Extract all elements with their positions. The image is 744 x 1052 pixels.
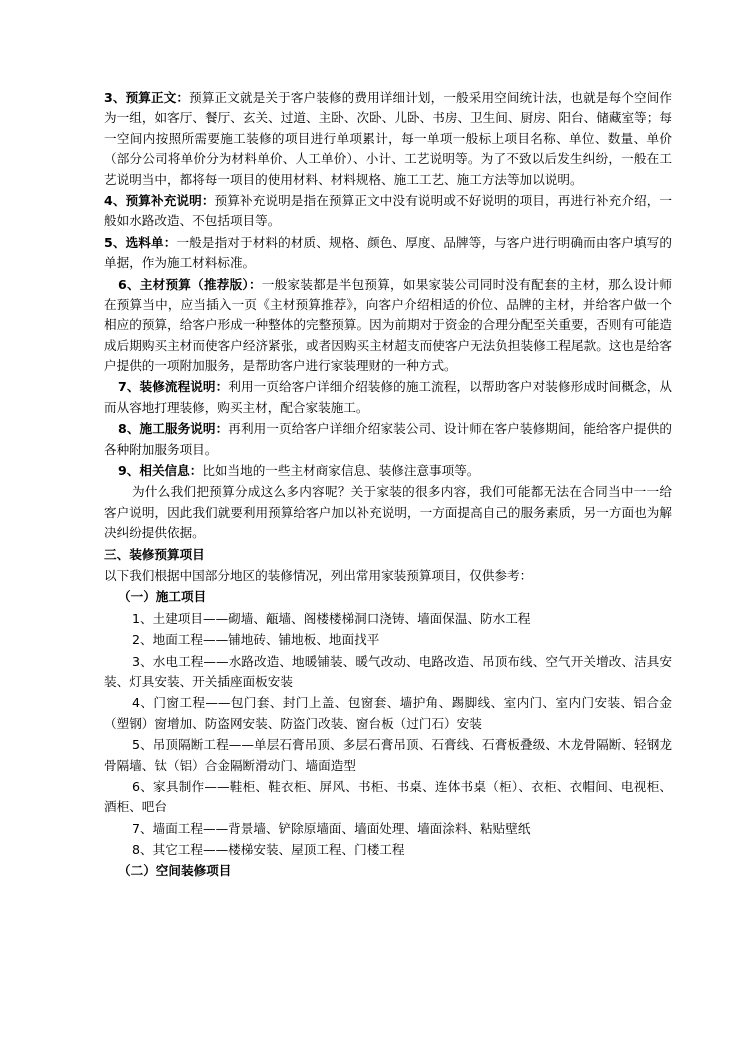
heading-text: （一）施工项目 (118, 589, 207, 605)
paragraph-label: 8、施工服务说明： (118, 421, 229, 437)
document-body (104, 88, 672, 882)
section-heading-budget-items (104, 545, 672, 565)
paragraph-text: 利用一页给客户详细介绍装修的施工流程，以帮助客户对装修形成时间概念，从而从容地打理装修，购买主材，配合家装施工。 (104, 379, 673, 415)
paragraph-text: 为什么我们把预算分成这么多内容呢？关于家装的很多内容，我们可能都无法在合同当中一一给客户说明，因此我们就要利用预算给客户加以补充说明，一方面提高自己的服务素质，另一方面也为解决纠纷提供依据。 (104, 484, 672, 541)
list-item-text: 5、吊顶隔断工程——单层石膏吊顶、多层石膏吊顶、石膏线、石膏板叠级、木龙骨隔断、轻钢龙骨隔墙、钛（铝）合金隔断滑动门、墙面造型 (104, 737, 672, 773)
list-item-text: 2、地面工程——铺地砖、铺地板、地面找平 (132, 632, 380, 648)
paragraph-main-material-budget (104, 275, 672, 377)
list-item (104, 819, 672, 839)
subsection-heading-space-items (104, 861, 672, 881)
list-item-text: 3、水电工程——水路改造、地暖铺装、暖气改动、电路改造、吊顶布线、空气开关增改、洁具安装、灯具安装、开关插座面板安装 (104, 653, 672, 689)
paragraph-label: 4、预算补充说明： (104, 192, 215, 208)
list-item-text: 6、家具制作——鞋柜、鞋衣柜、屏风、书柜、书桌、连体书桌（柜）、衣柜、衣帽间、电视柜、酒柜、吧台 (104, 778, 672, 815)
paragraph-text: 以下我们根据中国部分地区的装修情况，列出常用家装预算项目，仅供参考： (104, 567, 533, 583)
list-item (104, 609, 672, 629)
paragraph-label: 6、主材预算（推荐版）： (118, 276, 262, 292)
paragraph-text: 一般是指对于材料的材质、规格、颜色、厚度、品牌等，与客户进行明确而由客户填写的单据，作为施工材料标准。 (104, 234, 673, 271)
paragraph-label: 5、选料单： (104, 234, 177, 250)
paragraph-text: 一般家装都是半包预算，如果家装公司同时没有配套的主材，那么设计师在预算当中，应当插入一页《主材预算推荐》，向客户介绍相适的价位、品牌的主材，并给客户做一个相应的预算，给客户形成一种整体的完整预算。因为前期对于资金的合理分配至关重要，否则有可能造成后期购买主材而使客户经济紧张，或者因购买主材超支而使客户无法负担装修工程尾款。这也是给客户提供的一项附加服务，是帮助客户进行家装理财的一种方式。 (104, 276, 673, 374)
subsection-heading-construction-items (104, 587, 672, 607)
heading-text: 三、装修预算项目 (104, 546, 205, 562)
paragraph-text: 预算正文就是关于客户装修的费用详细计划，一般采用空间统计法，也就是每个空间作为一组，如客厅、餐厅、玄关、过道、主卧、次卧、儿卧、书房、卫生间、厨房、阳台、储藏室等；每一空间内按照所需要施工装修的项目进行单项累计，每一单项一般标上项目名称、单位、数量、单价（部分公司将单价分为材料单价、人工单价）、小计、工艺说明等。为了不致以后发生纠纷，一般在工艺说明当中，都将每一项目的使用材料、材料规格、施工工艺、施工方法等加以说明。 (104, 90, 672, 187)
list-item-text: 1、土建项目——砌墙、甋墙、阁楼楼梯洞口浇铸、墙面保温、防水工程 (132, 610, 531, 626)
paragraph-budget-main-text (104, 88, 672, 190)
list-item (104, 652, 672, 693)
list-item-text: 4、门窗工程——包门套、封门上盖、包窗套、墙护角、踢脚线、室内门、室内门安装、铝合金（塑钢）窗增加、防盗网安装、防盗门改装、窗台板（过门石）安装 (104, 695, 672, 731)
list-item (104, 630, 672, 650)
paragraph-text: 比如当地的一些主材商家信息、装修注意事项等。 (202, 463, 480, 479)
list-item-text: 7、墙面工程——背景墙、铲除原墙面、墙面处理、墙面涂料、粘贴壁纸 (132, 820, 531, 836)
paragraph-why-explanation (104, 482, 672, 543)
paragraph-reference-intro (104, 566, 672, 586)
list-item (104, 840, 672, 860)
heading-text: （二）空间装修项目 (118, 863, 232, 879)
paragraph-label: 9、相关信息： (118, 463, 203, 479)
list-item (104, 777, 672, 818)
list-item (104, 693, 672, 734)
paragraph-material-selection-sheet (104, 233, 672, 274)
list-item-text: 8、其它工程——楼梯安装、屋顶工程、门楼工程 (132, 842, 405, 858)
paragraph-text: 预算补充说明是指在预算正文中没有说明或不好说明的项目，再进行补充介绍，一般如水路改造、不包括项目等。 (104, 192, 673, 229)
paragraph-related-info (104, 461, 672, 481)
paragraph-label: 7、装修流程说明： (118, 379, 229, 395)
paragraph-text: 再利用一页给客户详细介绍家装公司、设计师在客户装修期间，能给客户提供的各种附加服务项目。 (104, 421, 673, 457)
list-item (104, 735, 672, 776)
paragraph-budget-supplement (104, 191, 672, 232)
paragraph-label: 3、预算正文： (104, 90, 190, 105)
paragraph-renovation-process (104, 377, 672, 418)
paragraph-construction-service (104, 419, 672, 460)
